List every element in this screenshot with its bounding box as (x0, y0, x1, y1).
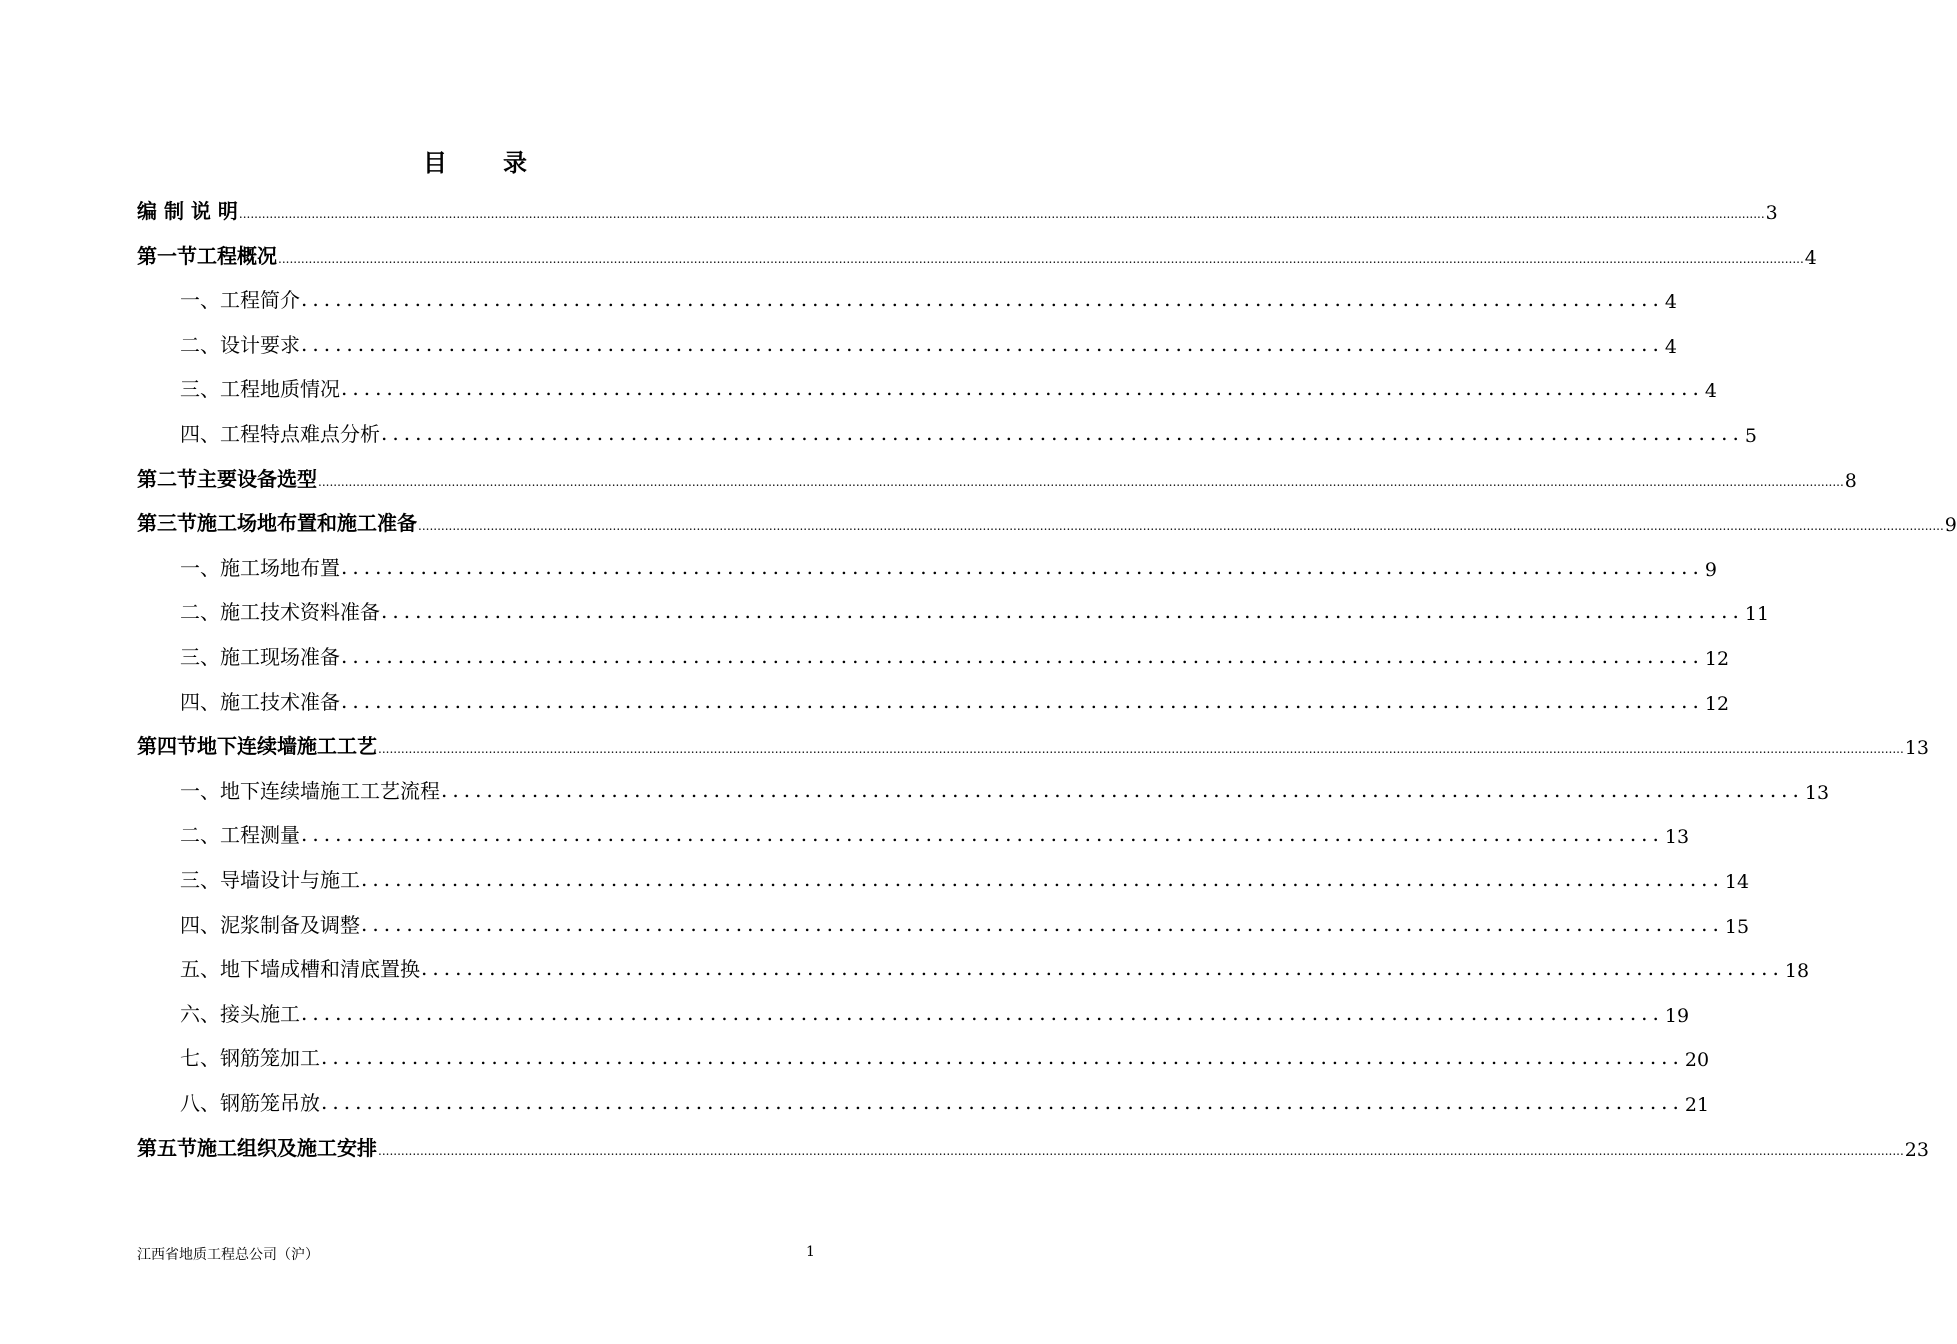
toc-dot-leader: ................................................................................................................................................................................................................................................................................................................................................................................................................ (318, 475, 1844, 489)
toc-entry[interactable] (137, 1039, 1710, 1071)
toc-page-number: 9 (1704, 559, 1717, 581)
toc-dot-leader: ................................................................................................................................................................................................................................................................................................................................................................................................................ (378, 1144, 1904, 1158)
toc-dot-leader: ................................................................................................................................................................................................................................................................................................................................................................................................................ (378, 742, 1904, 756)
toc-entry[interactable] (137, 237, 1817, 269)
toc-dot-leader: ........................................................................................................................ (321, 1090, 1684, 1114)
toc-entry[interactable] (137, 460, 1857, 492)
toc-page-number: 13 (1904, 737, 1929, 759)
toc-entry[interactable] (137, 861, 1750, 893)
toc-page-number: 5 (1744, 425, 1757, 447)
toc-entry-title: 五、地下墙成槽和清底置换 (180, 957, 420, 981)
toc-page-number: 13 (1804, 782, 1830, 804)
toc-entry-title: 编 制 说 明 (137, 199, 238, 223)
toc-entry[interactable] (137, 816, 1690, 848)
toc-section-number: 第三节 (137, 511, 197, 535)
toc-entry-title: 一、施工场地布置 (180, 556, 340, 580)
toc-page-number: 21 (1684, 1094, 1710, 1116)
toc-page-number: 12 (1704, 693, 1730, 715)
toc-entry-title: 八、钢筋笼吊放 (180, 1091, 320, 1115)
toc-entry[interactable] (137, 549, 1717, 581)
toc-entry[interactable] (137, 772, 1830, 804)
toc-dot-leader: ........................................................................................................................ (301, 287, 1664, 311)
toc-entry-title: 一、工程简介 (180, 288, 300, 312)
toc-entry-title: 工程概况 (197, 244, 277, 268)
toc-entry-title: 施工场地布置和施工准备 (197, 511, 417, 535)
toc-dot-leader: ........................................................................................................................ (321, 1045, 1684, 1069)
toc-page-number: 3 (1765, 202, 1778, 224)
toc-entry[interactable] (137, 370, 1717, 402)
toc-page-number: 9 (1944, 514, 1957, 536)
toc-entry-title: 三、导墙设计与施工 (180, 868, 360, 892)
toc-entry[interactable] (137, 281, 1677, 313)
footer-page-number: 1 (806, 1244, 815, 1260)
toc-entry-title: 三、工程地质情况 (180, 377, 340, 401)
toc-entry[interactable] (137, 326, 1677, 358)
toc-entry[interactable] (137, 1084, 1710, 1116)
toc-entry[interactable] (137, 192, 1778, 224)
toc-entry-title: 二、工程测量 (180, 823, 300, 847)
toc-dot-leader: ........................................................................................................................ (361, 867, 1724, 891)
toc-entry-title: 三、施工现场准备 (180, 645, 340, 669)
toc-entry[interactable] (137, 1129, 1929, 1161)
toc-entry[interactable] (137, 504, 1957, 536)
toc-page-number: 12 (1704, 648, 1730, 670)
toc-entry-title: 一、地下连续墙施工工艺流程 (180, 779, 440, 803)
toc-section-number: 第五节 (137, 1136, 197, 1160)
toc-entry-title: 六、接头施工 (180, 1002, 300, 1026)
toc-dot-leader: ........................................................................................................................ (441, 778, 1804, 802)
toc-page-number: 4 (1804, 247, 1817, 269)
toc-page-number: 4 (1704, 380, 1717, 402)
toc-page-number: 18 (1784, 960, 1810, 982)
toc-dot-leader: ........................................................................................................................ (301, 822, 1664, 846)
toc-page-number: 20 (1684, 1049, 1710, 1071)
toc-dot-leader: ........................................................................................................................ (341, 644, 1704, 668)
toc-page-number: 13 (1664, 826, 1690, 848)
toc-entry[interactable] (137, 683, 1730, 715)
toc-entry-title: 四、施工技术准备 (180, 690, 340, 714)
toc-page-number: 19 (1664, 1005, 1690, 1027)
toc-dot-leader: ........................................................................................................................ (301, 1001, 1664, 1025)
toc-section-number: 第一节 (137, 244, 197, 268)
toc-dot-leader: ........................................................................................................................ (361, 912, 1724, 936)
toc-page-number: 23 (1904, 1139, 1929, 1161)
toc-dot-leader: ........................................................................................................................ (341, 376, 1704, 400)
toc-dot-leader: ........................................................................................................................ (421, 956, 1784, 980)
toc-entry[interactable] (137, 950, 1810, 982)
toc-page-number: 8 (1844, 470, 1857, 492)
toc-dot-leader: ........................................................................................................................ (381, 599, 1744, 623)
toc-section-number: 第二节 (137, 467, 197, 491)
toc-entry-title: 四、泥浆制备及调整 (180, 913, 360, 937)
toc-entry-title: 二、设计要求 (180, 333, 300, 357)
toc-dot-leader: ........................................................................................................................ (341, 555, 1704, 579)
toc-entry-title: 二、施工技术资料准备 (180, 600, 380, 624)
toc-dot-leader: ................................................................................................................................................................................................................................................................................................................................................................................................................ (238, 207, 1765, 221)
toc-dot-leader: ................................................................................................................................................................................................................................................................................................................................................................................................................ (278, 252, 1804, 266)
toc-entry-title: 主要设备选型 (197, 467, 317, 491)
toc-entry-title: 七、钢筋笼加工 (180, 1046, 320, 1070)
toc-entry[interactable] (137, 415, 1757, 447)
toc-page-number: 11 (1744, 603, 1770, 625)
toc-entry-title: 地下连续墙施工工艺 (197, 734, 377, 758)
footer-company: 江西省地质工程总公司（沪） (137, 1247, 319, 1263)
toc-entry-title: 施工组织及施工安排 (197, 1136, 377, 1160)
toc-entry[interactable] (137, 593, 1770, 625)
toc-dot-leader: ........................................................................................................................ (381, 421, 1744, 445)
toc-title: 目录 (423, 149, 583, 177)
toc-entry-title: 四、工程特点难点分析 (180, 422, 380, 446)
toc-entry[interactable] (137, 638, 1730, 670)
toc-dot-leader: ................................................................................................................................................................................................................................................................................................................................................................................................................ (418, 519, 1944, 533)
toc-page-number: 14 (1724, 871, 1750, 893)
toc-page-number: 4 (1664, 336, 1677, 358)
toc-page-number: 15 (1724, 916, 1750, 938)
toc-dot-leader: ........................................................................................................................ (301, 332, 1664, 356)
toc-entry[interactable] (137, 906, 1750, 938)
toc-entry[interactable] (137, 727, 1929, 759)
toc-section-number: 第四节 (137, 734, 197, 758)
toc-page-number: 4 (1664, 291, 1677, 313)
toc-entry[interactable] (137, 995, 1690, 1027)
toc-dot-leader: ........................................................................................................................ (341, 689, 1704, 713)
